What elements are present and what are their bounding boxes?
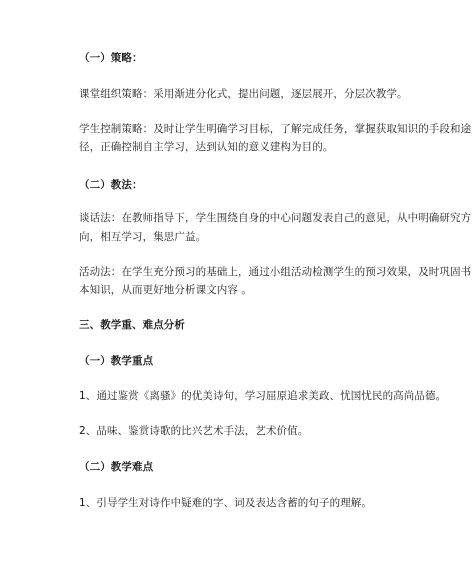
difficult-point-1: 1、引导学生对诗作中疑难的字、词及表达含蓄的句子的理解。: [79, 497, 372, 509]
strategy-heading: （一）策略：: [79, 52, 143, 64]
student-control-text-line-1: 学生控制策略：及时让学生明确学习目标，了解完成任务，掌握获取知识的手段和途: [79, 123, 472, 135]
section-3-heading: 三、教学重、难点分析: [79, 319, 185, 331]
key-point-2: 2、品味、鉴赏诗歌的比兴艺术手法，艺术价值。: [79, 425, 309, 437]
difficult-points-heading: （二）教学难点: [79, 461, 154, 473]
method-heading: （二）教法：: [79, 179, 143, 191]
activity-method-text-line-2: 本知识，从而更好地分析课文内容 。: [79, 284, 253, 296]
student-control-text-line-2: 径，正确控制自主学习，达到认知的意义建构为目的。: [79, 141, 334, 153]
key-points-heading: （一）教学重点: [79, 355, 154, 367]
activity-method-text-line-1: 活动法：在学生充分预习的基础上，通过小组活动检测学生的预习效果，及时巩固书: [79, 266, 472, 278]
talk-method-text-line-2: 向，相互学习，集思广益。: [79, 231, 207, 243]
talk-method-text-line-1: 谈话法：在教师指导下，学生围绕自身的中心问题发表自己的意见，从中明确研究方: [79, 212, 472, 224]
classroom-strategy-text: 课堂组织策略：采用渐进分化式，提出问题，逐层展开，分层次教学。: [79, 88, 408, 100]
key-point-1: 1、通过鉴赏《离骚》的优美诗句，学习屈原追求美政、忧国忧民的高尚品德。: [79, 390, 447, 402]
